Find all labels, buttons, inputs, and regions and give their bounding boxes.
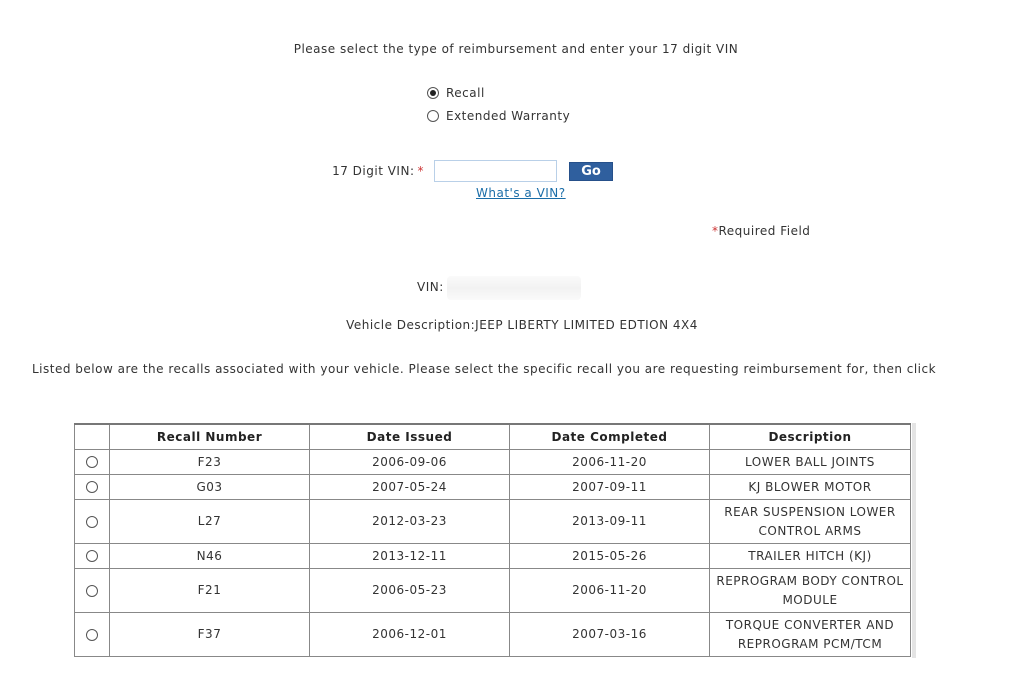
table-scrollbar[interactable] xyxy=(912,423,916,658)
recall-number-cell: G03 xyxy=(110,475,310,500)
table-row[interactable] xyxy=(75,544,911,569)
required-note-text: Required Field xyxy=(718,224,811,238)
recall-number-cell: F23 xyxy=(110,450,310,475)
date-completed-cell: 2007-03-16 xyxy=(510,613,710,657)
table-row[interactable] xyxy=(75,613,911,657)
date-completed-cell: 2013-09-11 xyxy=(510,500,710,544)
recall-number-cell: N46 xyxy=(110,544,310,569)
table-row[interactable] xyxy=(75,500,911,544)
row-select-cell[interactable] xyxy=(75,450,110,475)
date-completed-cell: 2006-11-20 xyxy=(510,569,710,613)
recall-number-cell: F21 xyxy=(110,569,310,613)
recall-select-radio[interactable] xyxy=(86,629,98,641)
recall-number-cell: F37 xyxy=(110,613,310,657)
table-row[interactable] xyxy=(75,569,911,613)
description-cell: REAR SUSPENSION LOWER CONTROL ARMS xyxy=(710,500,911,544)
recalls-intro-text: Listed below are the recalls associated with your vehicle. Please select the specific recall you are requesting reimbursement for, then click xyxy=(32,362,937,376)
vin-display-label: VIN: xyxy=(417,280,444,294)
date-issued-cell: 2006-09-06 xyxy=(310,450,510,475)
whats-a-vin-link[interactable]: What's a VIN? xyxy=(476,186,566,200)
description-cell: KJ BLOWER MOTOR xyxy=(710,475,911,500)
row-select-cell[interactable] xyxy=(75,613,110,657)
recall-radio-label: Recall xyxy=(446,86,485,100)
description-cell: REPROGRAM BODY CONTROL MODULE xyxy=(710,569,911,613)
recall-select-radio[interactable] xyxy=(86,550,98,562)
recall-number-cell: L27 xyxy=(110,500,310,544)
required-note-star: * xyxy=(712,224,719,238)
go-button[interactable]: Go xyxy=(569,162,613,181)
extended-warranty-radio[interactable] xyxy=(427,110,439,122)
header-recall-number: Recall Number xyxy=(110,424,310,450)
row-select-cell[interactable] xyxy=(75,475,110,500)
table-row[interactable] xyxy=(75,450,911,475)
date-issued-cell: 2013-12-11 xyxy=(310,544,510,569)
required-field-note xyxy=(712,224,810,238)
date-issued-cell: 2012-03-23 xyxy=(310,500,510,544)
recall-select-radio[interactable] xyxy=(86,516,98,528)
recall-select-radio[interactable] xyxy=(86,456,98,468)
date-issued-cell: 2006-12-01 xyxy=(310,613,510,657)
date-completed-cell: 2015-05-26 xyxy=(510,544,710,569)
vin-display-value-redacted xyxy=(447,276,581,300)
recalls-table xyxy=(74,423,911,657)
vin-label-text: 17 Digit VIN: xyxy=(332,164,415,178)
date-issued-cell: 2006-05-23 xyxy=(310,569,510,613)
header-select xyxy=(75,424,110,450)
date-issued-cell: 2007-05-24 xyxy=(310,475,510,500)
vin-required-star: * xyxy=(417,164,424,178)
recalls-table-container xyxy=(74,423,916,658)
extended-warranty-radio-label: Extended Warranty xyxy=(446,109,571,123)
date-completed-cell: 2006-11-20 xyxy=(510,450,710,475)
recall-select-radio[interactable] xyxy=(86,585,98,597)
reimbursement-instruction: Please select the type of reimbursement and enter your 17 digit VIN xyxy=(293,42,739,56)
radio-option-extended-warranty[interactable] xyxy=(427,109,570,123)
recall-radio[interactable] xyxy=(427,87,439,99)
date-completed-cell: 2007-09-11 xyxy=(510,475,710,500)
header-description: Description xyxy=(710,424,911,450)
description-cell: TRAILER HITCH (KJ) xyxy=(710,544,911,569)
header-date-issued: Date Issued xyxy=(310,424,510,450)
row-select-cell[interactable] xyxy=(75,544,110,569)
radio-option-recall[interactable] xyxy=(427,86,485,100)
table-header-row xyxy=(75,424,911,450)
table-row[interactable] xyxy=(75,475,911,500)
vin-field-label xyxy=(300,164,424,178)
description-cell: TORQUE CONVERTER AND REPROGRAM PCM/TCM xyxy=(710,613,911,657)
vin-input[interactable] xyxy=(434,160,557,182)
header-date-completed: Date Completed xyxy=(510,424,710,450)
row-select-cell[interactable] xyxy=(75,569,110,613)
vehicle-description: Vehicle Description:JEEP LIBERTY LIMITED EDTION 4X4 xyxy=(346,318,698,332)
row-select-cell[interactable] xyxy=(75,500,110,544)
recall-select-radio[interactable] xyxy=(86,481,98,493)
description-cell: LOWER BALL JOINTS xyxy=(710,450,911,475)
